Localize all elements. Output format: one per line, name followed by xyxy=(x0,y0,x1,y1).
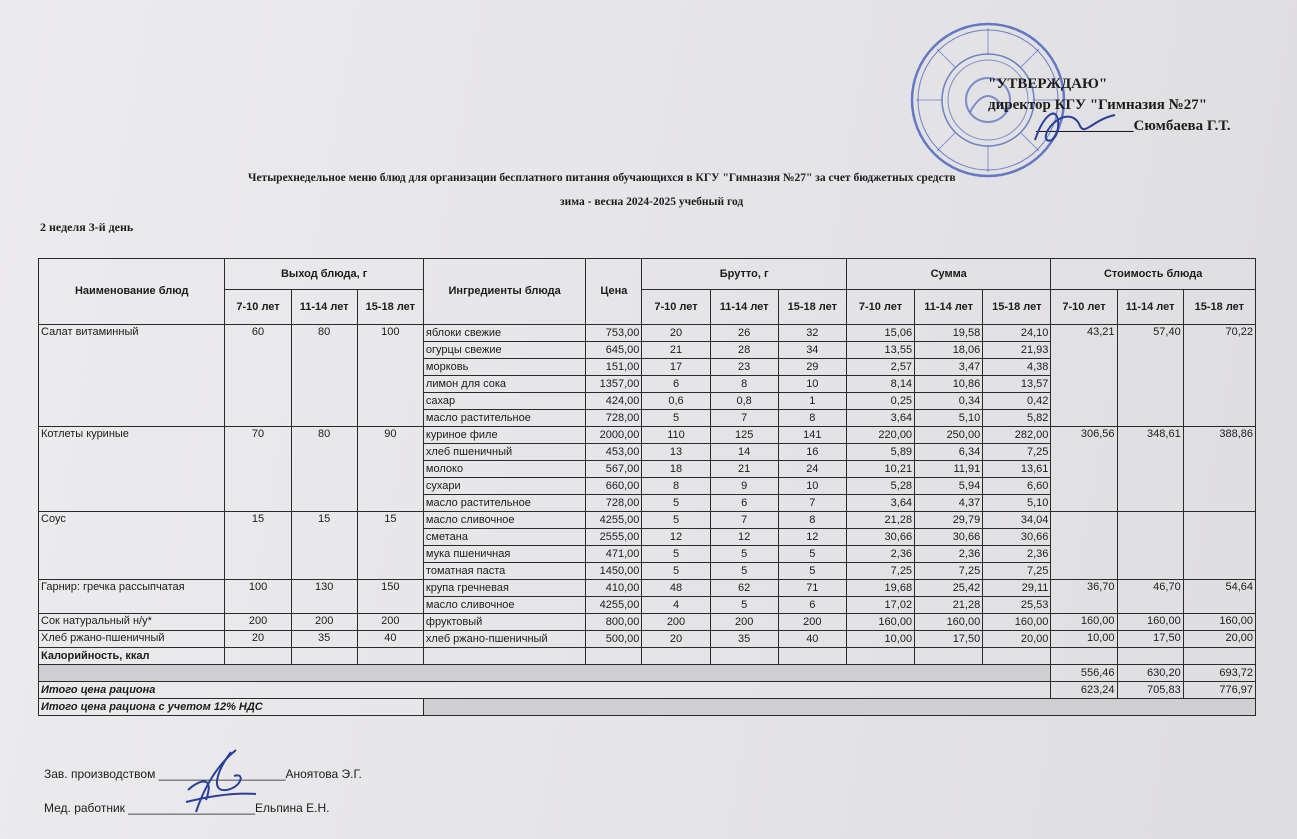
ingredient-brutto: 141 xyxy=(778,427,846,444)
subtotal-value: 556,46 xyxy=(1051,665,1117,682)
ingredient-price: 660,00 xyxy=(586,478,642,495)
approval-heading: "УТВЕРЖДАЮ" xyxy=(988,76,1108,92)
footer-signature-icon xyxy=(176,742,266,822)
header-age: 15-18 лет xyxy=(1183,290,1255,325)
calories-label: Калорийность, ккал xyxy=(39,648,225,665)
ingredient-sum: 17,02 xyxy=(846,597,914,614)
ingredient-brutto: 0,6 xyxy=(642,393,710,410)
dish-name: Соус xyxy=(39,512,225,580)
ingredient-name: хлеб пшеничный xyxy=(423,444,585,461)
ingredient-sum: 20,00 xyxy=(983,631,1051,648)
ingredient-price: 1357,00 xyxy=(586,376,642,393)
ingredient-sum: 25,53 xyxy=(983,597,1051,614)
dish-cost: 57,40 xyxy=(1117,325,1183,427)
dish-cost xyxy=(1051,512,1117,580)
table-row xyxy=(39,325,1256,342)
ingredient-sum: 5,94 xyxy=(915,478,983,495)
ingredient-name: сахар xyxy=(423,393,585,410)
ingredient-brutto: 23 xyxy=(710,359,778,376)
ingredient-brutto: 12 xyxy=(710,529,778,546)
ingredient-brutto: 12 xyxy=(778,529,846,546)
ingredient-brutto: 21 xyxy=(710,461,778,478)
ingredient-brutto: 5 xyxy=(642,512,710,529)
total-row xyxy=(39,682,1256,699)
header-dish: Наименование блюд xyxy=(39,259,225,325)
ingredient-sum: 29,11 xyxy=(983,580,1051,597)
ingredient-sum: 0,34 xyxy=(915,393,983,410)
total-value: 705,83 xyxy=(1117,682,1183,699)
ingredient-brutto: 17 xyxy=(642,359,710,376)
ingredient-brutto: 28 xyxy=(710,342,778,359)
dish-name: Хлеб ржано-пшеничный xyxy=(39,631,225,648)
ingredient-sum: 7,25 xyxy=(846,563,914,580)
ingredient-brutto: 6 xyxy=(710,495,778,512)
dish-output: 60 xyxy=(225,325,291,427)
dish-output: 70 xyxy=(225,427,291,512)
ingredient-name: фруктовый xyxy=(423,614,585,631)
ingredient-brutto: 20 xyxy=(642,631,710,648)
header-age: 11-14 лет xyxy=(1117,290,1183,325)
ingredient-brutto: 8 xyxy=(778,410,846,427)
subtotal-spacer xyxy=(39,665,1051,682)
ingredient-brutto: 200 xyxy=(642,614,710,631)
ingredient-sum: 5,89 xyxy=(846,444,914,461)
dish-output: 130 xyxy=(291,580,357,614)
header-age: 11-14 лет xyxy=(710,290,778,325)
ingredient-sum: 21,28 xyxy=(915,597,983,614)
ingredient-brutto: 7 xyxy=(778,495,846,512)
ingredient-sum: 220,00 xyxy=(846,427,914,444)
ingredient-name: масло растительное xyxy=(423,410,585,427)
total-value: 776,97 xyxy=(1183,682,1255,699)
ingredient-sum: 5,10 xyxy=(915,410,983,427)
dish-output: 80 xyxy=(291,427,357,512)
ingredient-sum: 0,42 xyxy=(983,393,1051,410)
ingredient-name: яблоки свежие xyxy=(423,325,585,342)
dish-output: 200 xyxy=(357,614,423,631)
dish-output: 100 xyxy=(357,325,423,427)
ingredient-sum: 29,79 xyxy=(915,512,983,529)
header-cost: Стоимость блюда xyxy=(1051,259,1256,290)
ingredient-brutto: 5 xyxy=(642,495,710,512)
ingredient-sum: 160,00 xyxy=(846,614,914,631)
table-row xyxy=(39,427,1256,444)
ingredient-brutto: 5 xyxy=(642,563,710,580)
ingredient-sum: 3,47 xyxy=(915,359,983,376)
ingredient-sum: 30,66 xyxy=(983,529,1051,546)
document-title: Четырехнедельное меню блюд для организации бесплатного питания обучающихся в КГУ "Гимназия №27" за счет бюджетных средств xyxy=(248,172,956,184)
dish-cost: 54,64 xyxy=(1183,580,1255,614)
ingredient-name: лимон для сока xyxy=(423,376,585,393)
ingredient-name: молоко xyxy=(423,461,585,478)
ingredient-sum: 30,66 xyxy=(846,529,914,546)
header-age: 7-10 лет xyxy=(1051,290,1117,325)
ingredient-brutto: 16 xyxy=(778,444,846,461)
ingredient-brutto: 20 xyxy=(642,325,710,342)
ingredient-brutto: 1 xyxy=(778,393,846,410)
ingredient-name: хлеб ржано-пшеничный xyxy=(423,631,585,648)
dish-output: 80 xyxy=(291,325,357,427)
ingredient-sum: 10,86 xyxy=(915,376,983,393)
dish-cost xyxy=(1117,512,1183,580)
ingredient-price: 2000,00 xyxy=(586,427,642,444)
dish-output: 150 xyxy=(357,580,423,614)
ingredient-price: 567,00 xyxy=(586,461,642,478)
dish-output: 35 xyxy=(291,631,357,648)
header-sum: Сумма xyxy=(846,259,1050,290)
dish-cost: 388,86 xyxy=(1183,427,1255,512)
header-age: 15-18 лет xyxy=(357,290,423,325)
ingredient-sum: 2,36 xyxy=(915,546,983,563)
subtotal-value: 693,72 xyxy=(1183,665,1255,682)
ingredient-price: 728,00 xyxy=(586,495,642,512)
ingredient-sum: 4,38 xyxy=(983,359,1051,376)
ingredient-brutto: 6 xyxy=(778,597,846,614)
ingredient-brutto: 7 xyxy=(710,410,778,427)
calories-row xyxy=(39,648,1256,665)
ingredient-name: крупа гречневая xyxy=(423,580,585,597)
ingredient-brutto: 29 xyxy=(778,359,846,376)
ingredient-price: 410,00 xyxy=(586,580,642,597)
ingredient-brutto: 200 xyxy=(778,614,846,631)
ingredient-sum: 160,00 xyxy=(983,614,1051,631)
dish-output: 200 xyxy=(225,614,291,631)
ingredient-sum: 21,28 xyxy=(846,512,914,529)
ingredient-brutto: 5 xyxy=(710,597,778,614)
total-value: 623,24 xyxy=(1051,682,1117,699)
dish-cost: 36,70 xyxy=(1051,580,1117,614)
ingredient-sum: 4,37 xyxy=(915,495,983,512)
ingredient-price: 424,00 xyxy=(586,393,642,410)
ingredient-sum: 11,91 xyxy=(915,461,983,478)
ingredient-sum: 19,58 xyxy=(915,325,983,342)
ingredient-name: сметана xyxy=(423,529,585,546)
approval-position: директор КГУ "Гимназия №27" xyxy=(988,97,1208,113)
ingredient-brutto: 10 xyxy=(778,478,846,495)
dish-cost xyxy=(1183,512,1255,580)
ingredient-sum: 3,64 xyxy=(846,495,914,512)
ingredient-price: 500,00 xyxy=(586,631,642,648)
ingredient-sum: 6,34 xyxy=(915,444,983,461)
ingredient-sum: 0,25 xyxy=(846,393,914,410)
total-vat-label: Итого цена рациона с учетом 12% НДС xyxy=(39,699,424,716)
header-age: 15-18 лет xyxy=(983,290,1051,325)
header-age: 11-14 лет xyxy=(291,290,357,325)
ingredient-brutto: 34 xyxy=(778,342,846,359)
header-output: Выход блюда, г xyxy=(225,259,423,290)
ingredient-brutto: 62 xyxy=(710,580,778,597)
ingredient-price: 645,00 xyxy=(586,342,642,359)
ingredient-sum: 13,61 xyxy=(983,461,1051,478)
ingredient-brutto: 35 xyxy=(710,631,778,648)
subtotal-value: 630,20 xyxy=(1117,665,1183,682)
ingredient-price: 4255,00 xyxy=(586,512,642,529)
ingredient-brutto: 21 xyxy=(642,342,710,359)
dish-output: 90 xyxy=(357,427,423,512)
ingredient-brutto: 7 xyxy=(710,512,778,529)
ingredient-brutto: 0,8 xyxy=(710,393,778,410)
ingredient-sum: 18,06 xyxy=(915,342,983,359)
ingredient-name: сухари xyxy=(423,478,585,495)
table-row xyxy=(39,512,1256,529)
total-vat-spacer xyxy=(423,699,1255,716)
ingredient-name: огурцы свежие xyxy=(423,342,585,359)
ingredient-sum: 13,57 xyxy=(983,376,1051,393)
ingredient-sum: 5,28 xyxy=(846,478,914,495)
ingredient-price: 753,00 xyxy=(586,325,642,342)
ingredient-sum: 10,21 xyxy=(846,461,914,478)
ingredient-brutto: 8 xyxy=(778,512,846,529)
ingredient-sum: 7,25 xyxy=(983,444,1051,461)
dish-cost: 43,21 xyxy=(1051,325,1117,427)
ingredient-brutto: 10 xyxy=(778,376,846,393)
dish-output: 100 xyxy=(225,580,291,614)
ingredient-price: 800,00 xyxy=(586,614,642,631)
approval-signatory: _____________Сюмбаева Г.Т. xyxy=(1036,118,1231,134)
ingredient-sum: 10,00 xyxy=(846,631,914,648)
ingredient-brutto: 5 xyxy=(710,563,778,580)
ingredient-brutto: 110 xyxy=(642,427,710,444)
header-age: 15-18 лет xyxy=(778,290,846,325)
ingredient-sum: 34,04 xyxy=(983,512,1051,529)
header-age: 7-10 лет xyxy=(225,290,291,325)
dish-cost: 20,00 xyxy=(1183,631,1255,648)
header-brutto: Брутто, г xyxy=(642,259,846,290)
header-age: 11-14 лет xyxy=(915,290,983,325)
ingredient-sum: 25,42 xyxy=(915,580,983,597)
ingredient-brutto: 8 xyxy=(642,478,710,495)
day-label: 2 неделя 3-й день xyxy=(40,220,134,234)
ingredient-brutto: 125 xyxy=(710,427,778,444)
total-label: Итого цена рациона xyxy=(39,682,1051,699)
dish-output: 15 xyxy=(291,512,357,580)
dish-cost: 348,61 xyxy=(1117,427,1183,512)
document-subtitle: зима - весна 2024-2025 учебный год xyxy=(560,196,744,208)
total-vat-row xyxy=(39,699,1256,716)
ingredient-price: 2555,00 xyxy=(586,529,642,546)
ingredient-brutto: 32 xyxy=(778,325,846,342)
medical-worker-line: Мед. работник ___________________Ельпина Е.Н. xyxy=(44,801,330,815)
ingredient-sum: 21,93 xyxy=(983,342,1051,359)
subtotal-row xyxy=(39,665,1256,682)
header-price: Цена xyxy=(586,259,642,325)
production-manager-line: Зав. производством ___________________Аноятова Э.Г. xyxy=(44,767,362,781)
ingredient-sum: 15,06 xyxy=(846,325,914,342)
dish-name: Салат витаминный xyxy=(39,325,225,427)
ingredient-sum: 24,10 xyxy=(983,325,1051,342)
ingredient-price: 151,00 xyxy=(586,359,642,376)
ingredient-sum: 7,25 xyxy=(915,563,983,580)
dish-name: Сок натуральный н/у* xyxy=(39,614,225,631)
ingredient-sum: 282,00 xyxy=(983,427,1051,444)
table-row xyxy=(39,614,1256,631)
ingredient-price: 1450,00 xyxy=(586,563,642,580)
header-ingredients: Ингредиенты блюда xyxy=(423,259,585,325)
dish-cost: 17,50 xyxy=(1117,631,1183,648)
dish-cost: 10,00 xyxy=(1051,631,1117,648)
ingredient-price: 728,00 xyxy=(586,410,642,427)
ingredient-brutto: 5 xyxy=(710,546,778,563)
ingredient-sum: 2,36 xyxy=(846,546,914,563)
ingredient-brutto: 6 xyxy=(642,376,710,393)
ingredient-name: куриное филе xyxy=(423,427,585,444)
ingredient-brutto: 12 xyxy=(642,529,710,546)
director-signature-icon xyxy=(1030,100,1120,150)
ingredient-sum: 6,60 xyxy=(983,478,1051,495)
ingredient-sum: 5,82 xyxy=(983,410,1051,427)
ingredient-sum: 17,50 xyxy=(915,631,983,648)
header-age: 7-10 лет xyxy=(642,290,710,325)
ingredient-sum: 5,10 xyxy=(983,495,1051,512)
ingredient-name: морковь xyxy=(423,359,585,376)
header-age: 7-10 лет xyxy=(846,290,914,325)
ingredient-price: 453,00 xyxy=(586,444,642,461)
ingredient-sum: 13,55 xyxy=(846,342,914,359)
ingredient-brutto: 24 xyxy=(778,461,846,478)
dish-cost: 160,00 xyxy=(1183,614,1255,631)
ingredient-sum: 2,36 xyxy=(983,546,1051,563)
ingredient-price: 4255,00 xyxy=(586,597,642,614)
ingredient-sum: 19,68 xyxy=(846,580,914,597)
ingredient-brutto: 14 xyxy=(710,444,778,461)
dish-cost: 160,00 xyxy=(1117,614,1183,631)
ingredient-sum: 3,64 xyxy=(846,410,914,427)
ingredient-brutto: 5 xyxy=(642,546,710,563)
ingredient-brutto: 200 xyxy=(710,614,778,631)
ingredient-brutto: 13 xyxy=(642,444,710,461)
dish-output: 15 xyxy=(357,512,423,580)
ingredient-brutto: 71 xyxy=(778,580,846,597)
ingredient-brutto: 48 xyxy=(642,580,710,597)
ingredient-sum: 160,00 xyxy=(915,614,983,631)
ingredient-brutto: 9 xyxy=(710,478,778,495)
dish-cost: 306,56 xyxy=(1051,427,1117,512)
dish-output: 40 xyxy=(357,631,423,648)
ingredient-brutto: 26 xyxy=(710,325,778,342)
table-row xyxy=(39,631,1256,648)
dish-output: 20 xyxy=(225,631,291,648)
dish-name: Гарнир: гречка рассыпчатая xyxy=(39,580,225,614)
ingredient-brutto: 5 xyxy=(778,546,846,563)
dish-output: 200 xyxy=(291,614,357,631)
ingredient-name: мука пшеничная xyxy=(423,546,585,563)
dish-name: Котлеты куриные xyxy=(39,427,225,512)
ingredient-brutto: 4 xyxy=(642,597,710,614)
ingredient-name: масло сливочное xyxy=(423,512,585,529)
ingredient-brutto: 8 xyxy=(710,376,778,393)
dish-output: 15 xyxy=(225,512,291,580)
ingredient-name: масло растительное xyxy=(423,495,585,512)
ingredient-price: 471,00 xyxy=(586,546,642,563)
ingredient-brutto: 18 xyxy=(642,461,710,478)
ingredient-brutto: 40 xyxy=(778,631,846,648)
ingredient-sum: 7,25 xyxy=(983,563,1051,580)
ingredient-name: томатная паста xyxy=(423,563,585,580)
dish-cost: 70,22 xyxy=(1183,325,1255,427)
ingredient-brutto: 5 xyxy=(642,410,710,427)
dish-cost: 46,70 xyxy=(1117,580,1183,614)
ingredient-brutto: 5 xyxy=(778,563,846,580)
menu-table xyxy=(38,258,1256,716)
ingredient-name: масло сливочное xyxy=(423,597,585,614)
ingredient-sum: 250,00 xyxy=(915,427,983,444)
ingredient-sum: 30,66 xyxy=(915,529,983,546)
ingredient-sum: 2,57 xyxy=(846,359,914,376)
table-row xyxy=(39,580,1256,597)
ingredient-sum: 8,14 xyxy=(846,376,914,393)
dish-cost: 160,00 xyxy=(1051,614,1117,631)
